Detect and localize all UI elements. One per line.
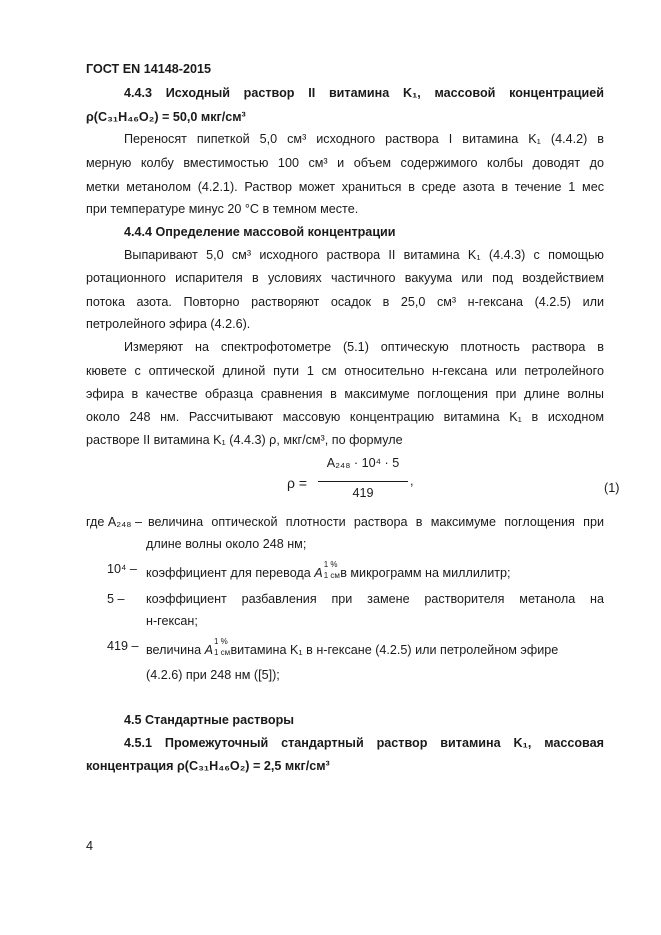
where-label-5: 5 – — [107, 592, 125, 606]
fraction-bar — [318, 481, 408, 482]
where-label-419: 419 – — [107, 639, 139, 653]
paragraph-line: растворе II витамина K₁ (4.4.3) ρ, мкг/см³, по формуле — [86, 433, 403, 447]
formula-numerator: A₂₄₈ · 10⁴ · 5 — [326, 456, 400, 470]
paragraph-line: эфира в качестве образца сравнения в максимуме поглощения при длине волны — [86, 387, 604, 401]
paragraph-line: мерную колбу вместимостью 100 см³ и объем содержимого колбы доводят до — [86, 156, 604, 170]
where-10e4-text — [146, 559, 511, 581]
section-4-4-3-heading-cont: ρ(C₃₁H₄₆O₂) = 50,0 мкг/см³ — [86, 110, 246, 124]
where-a248-text-cont: длине волны около 248 нм; — [146, 537, 307, 551]
section-4-5-1-heading: 4.5.1 Промежуточный стандартный раствор витамина K₁, массовая — [124, 736, 604, 750]
paragraph-line: при температуре минус 20 °C в темном месте. — [86, 202, 359, 216]
section-4-4-3-heading: 4.4.3 Исходный раствор II витамина K₁, массовой концентрацией — [124, 86, 604, 100]
page-number: 4 — [86, 839, 94, 853]
where-5-text: коэффициент разбавления при замене растворителя метанола на — [146, 592, 604, 606]
absorbance-symbol: A — [314, 566, 323, 580]
where-a248-text: величина оптической плотности раствора в максимуме поглощения при — [148, 515, 604, 529]
paragraph-line: петролейного эфира (4.2.6). — [86, 317, 251, 331]
paragraph-line: Переносят пипеткой 5,0 см³ исходного раствора I витамина K₁ (4.4.2) в — [124, 132, 604, 146]
where-10e4-text-b: в микрограмм на миллилитр; — [340, 566, 511, 580]
formula-comma: , — [410, 474, 414, 488]
where-label-10e4: 10⁴ – — [107, 562, 137, 576]
section-4-5-heading: 4.5 Стандартные растворы — [124, 713, 295, 727]
specific-absorbance-subscript: 1 % 1 см — [213, 636, 231, 657]
where-5-text-cont: н-гексан; — [146, 614, 198, 628]
where-419-text-a: величина — [146, 643, 202, 657]
formula-denominator: 419 — [352, 486, 374, 500]
paragraph-line: Измеряют на спектрофотометре (5.1) оптическую плотность раствора в — [124, 340, 604, 354]
paragraph-line: около 248 нм. Рассчитывают массовую концентрацию витамина K₁ в исходном — [86, 410, 604, 424]
where-419-text-b: витамина K₁ в н-гексане (4.2.5) или петролейном эфире — [230, 643, 559, 657]
formula-lhs: ρ = — [287, 475, 308, 491]
paragraph-line: кювете с оптической длиной пути 1 см относительно н-гексана или петролейного — [86, 364, 604, 378]
paragraph-line: потока азота. Повторно растворяют осадок в 25,0 см³ н-гексана (4.2.5) или — [86, 295, 604, 309]
section-4-5-1-heading-cont: концентрация ρ(C₃₁H₄₆O₂) = 2,5 мкг/см³ — [86, 759, 330, 773]
where-10e4-text-a: коэффициент для перевода — [146, 566, 311, 580]
formula-number: (1) — [604, 481, 620, 495]
paragraph-line: ротационного испарителя в условиях частичного вакуума или под воздействием — [86, 271, 604, 285]
where-419-text — [146, 636, 559, 658]
document-header: ГОСТ EN 14148-2015 — [86, 62, 211, 76]
paragraph-line: Выпаривают 5,0 см³ исходного раствора II витамина K₁ (4.4.3) с помощью — [124, 248, 604, 262]
absorbance-symbol: A — [204, 643, 213, 657]
paragraph-line: метки метанолом (4.2.1). Раствор может храниться в среде азота в течение 1 мес — [86, 180, 604, 194]
section-4-4-4-heading: 4.4.4 Определение массовой концентрации — [124, 225, 396, 239]
where-419-text-cont: (4.2.6) при 248 нм ([5]); — [146, 668, 280, 682]
where-label-a248: где A₂₄₈ – — [86, 515, 143, 529]
specific-absorbance-subscript: 1 % 1 см — [323, 559, 340, 580]
